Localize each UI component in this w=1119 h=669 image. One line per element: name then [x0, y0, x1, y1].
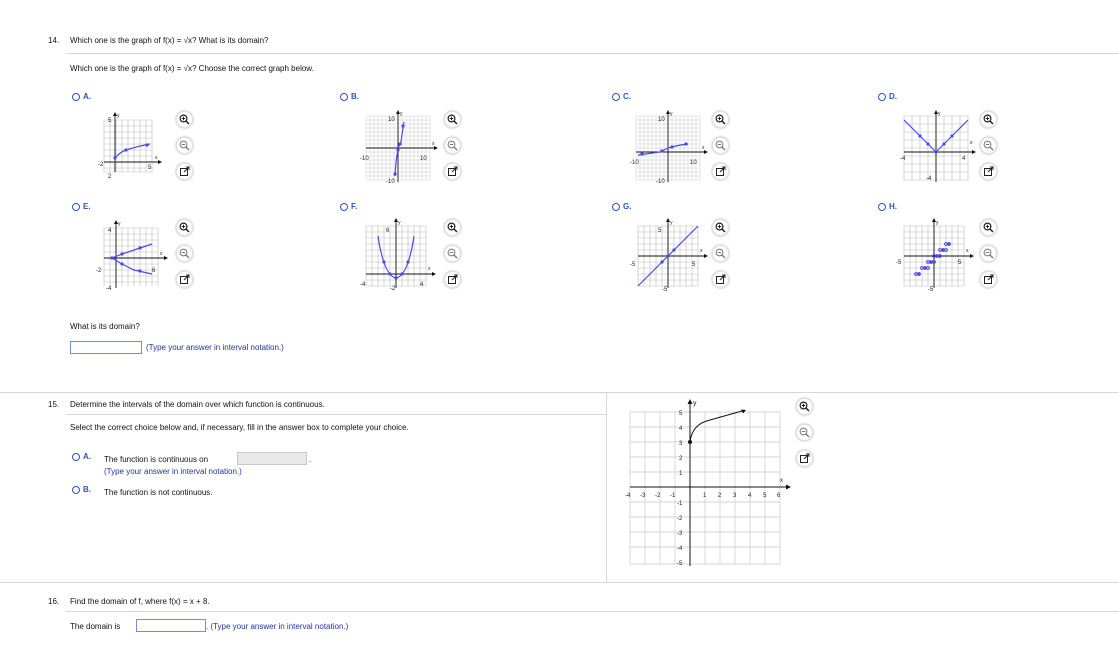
graph-a-zoom-in-button[interactable] — [176, 111, 193, 128]
q15-graph-popout-button[interactable] — [796, 450, 813, 467]
graph-h — [894, 216, 976, 292]
svg-text:-5: -5 — [630, 262, 636, 268]
svg-text:y: y — [398, 220, 401, 226]
q14-domain-input[interactable] — [70, 341, 142, 354]
svg-text:5: 5 — [958, 260, 962, 266]
radio-d[interactable] — [878, 93, 886, 101]
graph-h-popout-button[interactable] — [980, 271, 997, 288]
graph-b — [358, 108, 440, 184]
radio-e[interactable] — [72, 203, 80, 211]
popout-icon — [799, 453, 810, 464]
svg-text:y: y — [400, 111, 403, 117]
svg-text:-1: -1 — [677, 501, 683, 507]
q15-prompt: Select the correct choice below and, if necessary, fill in the answer box to complete your choice. — [70, 423, 409, 432]
zoom-out-icon — [799, 427, 810, 438]
q15-option-a-text: The function is continuous on — [104, 455, 209, 464]
popout-icon — [983, 166, 994, 177]
q15-option-a-hint: (Type your answer in interval notation.) — [104, 467, 242, 476]
q15-option-a[interactable]: A. — [72, 452, 91, 461]
zoom-out-icon — [715, 140, 726, 151]
graph-e-zoom-out-button[interactable] — [176, 245, 193, 262]
zoom-out-icon — [447, 140, 458, 151]
q15-graph-zoom-out-button[interactable] — [796, 424, 813, 441]
svg-text:x: x — [428, 266, 431, 272]
q14-option-h[interactable]: H. — [878, 202, 897, 211]
popout-icon — [179, 274, 190, 285]
q14-option-a[interactable]: A. — [72, 92, 91, 101]
graph-f-popout-button[interactable] — [444, 271, 461, 288]
svg-text:-3: -3 — [640, 493, 646, 499]
q14-option-e[interactable]: E. — [72, 202, 91, 211]
zoom-out-icon — [179, 248, 190, 259]
svg-text:4: 4 — [748, 493, 752, 499]
graph-b-popout-button[interactable] — [444, 163, 461, 180]
graph-d — [896, 108, 978, 184]
svg-text:-1: -1 — [670, 493, 676, 499]
svg-text:-10: -10 — [386, 179, 395, 184]
graph-g-zoom-out-button[interactable] — [712, 245, 729, 262]
zoom-in-icon — [799, 401, 810, 412]
graph-a-zoom-out-button[interactable] — [176, 137, 193, 154]
svg-text:y: y — [670, 111, 673, 117]
svg-text:3: 3 — [679, 441, 683, 447]
graph-a — [90, 108, 168, 180]
svg-text:y: y — [936, 220, 939, 226]
popout-icon — [447, 166, 458, 177]
zoom-out-icon — [983, 140, 994, 151]
graph-a-popout-button[interactable] — [176, 163, 193, 180]
svg-text:5: 5 — [679, 411, 683, 417]
svg-text:-5: -5 — [662, 287, 668, 292]
svg-text:-2: -2 — [96, 268, 102, 274]
svg-text:5: 5 — [658, 228, 662, 234]
graph-g-zoom-in-button[interactable] — [712, 219, 729, 236]
q14-domain-hint: (Type your answer in interval notation.) — [146, 343, 284, 352]
svg-text:-5: -5 — [677, 561, 683, 567]
svg-text:y: y — [938, 111, 941, 117]
svg-text:-2: -2 — [655, 493, 661, 499]
zoom-out-icon — [715, 248, 726, 259]
svg-text:-5: -5 — [896, 260, 902, 266]
svg-text:5: 5 — [108, 118, 112, 124]
svg-text:-4: -4 — [360, 282, 366, 288]
svg-text:2: 2 — [679, 456, 683, 462]
graph-f-zoom-in-button[interactable] — [444, 219, 461, 236]
svg-text:-4: -4 — [106, 286, 112, 292]
zoom-in-icon — [179, 114, 190, 125]
svg-text:x: x — [155, 155, 158, 161]
graph-d-popout-button[interactable] — [980, 163, 997, 180]
graph-g — [628, 216, 710, 292]
q16-question: Find the domain of f, where f(x) = x + 8. — [70, 597, 210, 606]
zoom-out-icon — [983, 248, 994, 259]
zoom-in-icon — [983, 114, 994, 125]
svg-text:x: x — [160, 251, 163, 257]
svg-text:4: 4 — [108, 228, 112, 234]
svg-text:4: 4 — [679, 426, 683, 432]
radio-b[interactable] — [340, 93, 348, 101]
svg-text:6: 6 — [386, 228, 390, 234]
svg-text:y: y — [118, 221, 121, 227]
graph-f — [356, 216, 438, 292]
svg-text:-2: -2 — [98, 162, 104, 168]
graph-c-zoom-in-button[interactable] — [712, 111, 729, 128]
q16-number: 16. — [48, 597, 60, 606]
q15-graph-zoom-in-button[interactable] — [796, 398, 813, 415]
popout-icon — [179, 166, 190, 177]
zoom-in-icon — [983, 222, 994, 233]
graph-d-zoom-in-button[interactable] — [980, 111, 997, 128]
graph-c-popout-button[interactable] — [712, 163, 729, 180]
svg-text:x: x — [702, 145, 705, 151]
svg-text:x: x — [432, 141, 435, 147]
svg-text:y: y — [693, 400, 697, 407]
svg-text:x: x — [966, 248, 969, 254]
svg-text:-10: -10 — [656, 179, 665, 184]
graph-c — [628, 108, 710, 184]
zoom-in-icon — [715, 114, 726, 125]
svg-text:-4: -4 — [926, 176, 932, 182]
svg-text:1: 1 — [703, 493, 707, 499]
svg-text:-5: -5 — [928, 287, 934, 292]
q15-question: Determine the intervals of the domain over which function is continuous. — [70, 400, 325, 409]
graph-e — [90, 216, 172, 292]
svg-text:-2: -2 — [677, 516, 683, 522]
q14-option-b[interactable]: B. — [340, 92, 359, 101]
svg-text:-4: -4 — [625, 493, 631, 499]
radio-a[interactable] — [72, 93, 80, 101]
radio-f[interactable] — [340, 203, 348, 211]
q14-option-f[interactable]: F. — [340, 202, 357, 211]
popout-icon — [715, 274, 726, 285]
q15-option-b[interactable]: B. — [72, 485, 91, 494]
q14-number: 14. — [48, 36, 60, 45]
zoom-in-icon — [447, 114, 458, 125]
svg-text:10: 10 — [420, 156, 427, 162]
svg-text:x: x — [970, 140, 973, 146]
graph-e-zoom-in-button[interactable] — [176, 219, 193, 236]
svg-text:6: 6 — [152, 268, 156, 274]
svg-text:5: 5 — [763, 493, 767, 499]
radio-h[interactable] — [878, 203, 886, 211]
graph-h-zoom-out-button[interactable] — [980, 245, 997, 262]
q14-domain-label: What is its domain? — [70, 322, 140, 331]
svg-text:2: 2 — [108, 174, 112, 180]
svg-text:-4: -4 — [677, 546, 683, 552]
q15-radio-a[interactable] — [72, 453, 80, 461]
zoom-out-icon — [179, 140, 190, 151]
graph-g-popout-button[interactable] — [712, 271, 729, 288]
popout-icon — [715, 166, 726, 177]
graph-d-zoom-out-button[interactable] — [980, 137, 997, 154]
svg-text:x: x — [780, 478, 783, 484]
popout-icon — [983, 274, 994, 285]
q15-radio-b[interactable] — [72, 486, 80, 494]
q14-option-c[interactable]: C. — [612, 92, 631, 101]
svg-text:y: y — [117, 113, 120, 119]
graph-h-zoom-in-button[interactable] — [980, 219, 997, 236]
q14-question: Which one is the graph of f(x) = √x? What is its domain? — [70, 36, 269, 45]
q15-option-b-text: The function is not continuous. — [104, 488, 213, 497]
q14-option-g[interactable]: G. — [612, 202, 631, 211]
svg-text:-10: -10 — [360, 156, 369, 162]
q14-prompt: Which one is the graph of f(x) = √x? Choose the correct graph below. — [70, 64, 314, 73]
svg-text:3: 3 — [733, 493, 737, 499]
q15-graph — [620, 394, 792, 572]
graph-b-zoom-out-button[interactable] — [444, 137, 461, 154]
svg-text:10: 10 — [388, 117, 395, 123]
q16-prefix: The domain is — [70, 622, 121, 631]
zoom-in-icon — [179, 222, 190, 233]
radio-c[interactable] — [612, 93, 620, 101]
zoom-in-icon — [715, 222, 726, 233]
svg-text:-3: -3 — [677, 531, 683, 537]
popout-icon — [447, 274, 458, 285]
q15-number: 15. — [48, 400, 60, 409]
svg-text:5: 5 — [692, 262, 696, 268]
svg-text:2: 2 — [718, 493, 722, 499]
svg-text:-4: -4 — [900, 156, 906, 162]
svg-text:x: x — [700, 248, 703, 254]
svg-text:-10: -10 — [630, 160, 639, 166]
q16-hint: . (Type your answer in interval notation.) — [206, 622, 349, 631]
svg-text:6: 6 — [777, 493, 781, 499]
graph-f-zoom-out-button[interactable] — [444, 245, 461, 262]
radio-g[interactable] — [612, 203, 620, 211]
q14-option-d[interactable]: D. — [878, 92, 897, 101]
graph-e-popout-button[interactable] — [176, 271, 193, 288]
zoom-out-icon — [447, 248, 458, 259]
svg-text:-2: -2 — [390, 286, 396, 292]
graph-b-zoom-in-button[interactable] — [444, 111, 461, 128]
graph-c-zoom-out-button[interactable] — [712, 137, 729, 154]
svg-text:1: 1 — [679, 471, 683, 477]
svg-text:4: 4 — [962, 156, 966, 162]
q15-interval-input[interactable] — [237, 452, 307, 465]
svg-text:10: 10 — [658, 117, 665, 123]
q16-domain-input[interactable] — [136, 619, 206, 632]
svg-text:5: 5 — [148, 165, 152, 171]
svg-text:10: 10 — [690, 160, 697, 166]
svg-text:4: 4 — [420, 282, 424, 288]
zoom-in-icon — [447, 222, 458, 233]
svg-text:y: y — [670, 220, 673, 226]
